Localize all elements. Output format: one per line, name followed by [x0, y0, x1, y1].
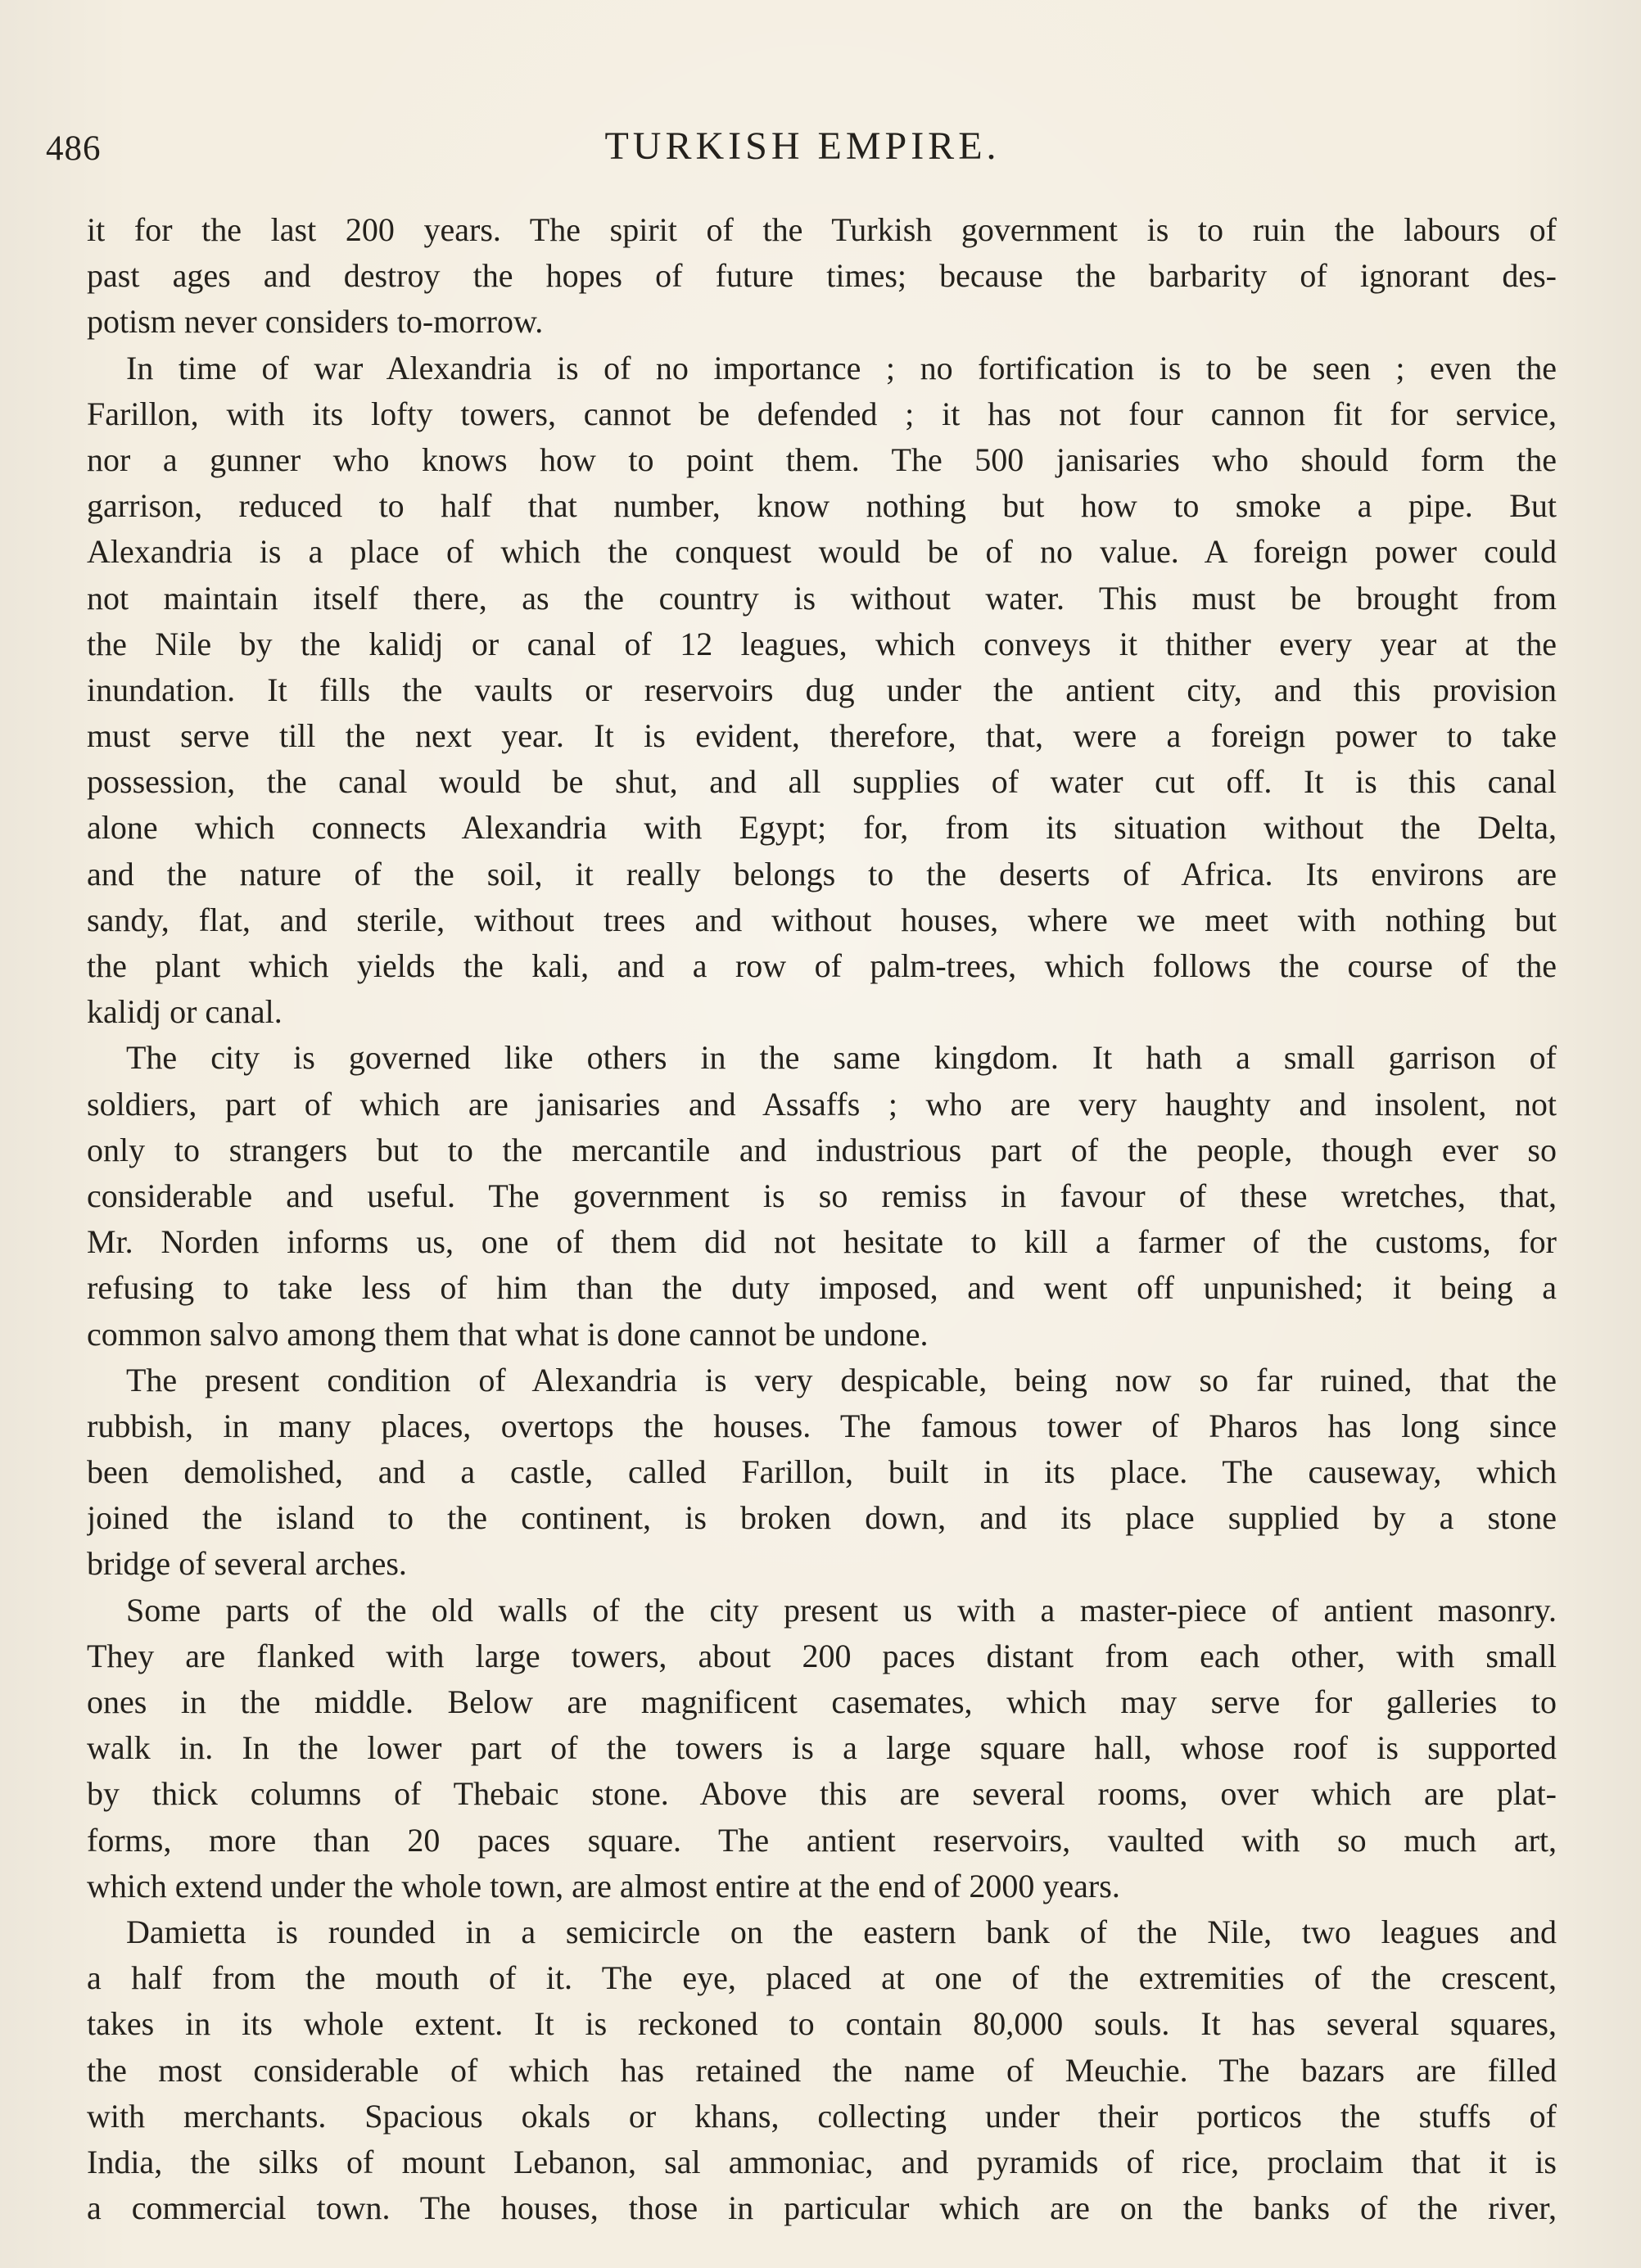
text-line: ones in the middle. Below are magnificent casemates, which may serve for galleries to	[87, 1683, 1557, 1720]
text-line: the most considerable of which has retained the name of Meuchie. The bazars are filled	[87, 2051, 1557, 2089]
text-line: joined the island to the continent, is broken down, and its place supplied by a stone	[87, 1499, 1557, 1537]
body-text	[87, 207, 1557, 2231]
text-line: Mr. Norden informs us, one of them did not hesitate to kill a farmer of the customs, for	[87, 1223, 1557, 1261]
text-line: takes in its whole extent. It is reckoned to contain 80,000 souls. It has several squares,	[87, 2005, 1557, 2043]
text-line: The present condition of Alexandria is very despicable, being now so far ruined, that the	[126, 1361, 1557, 1398]
text-line: past ages and destroy the hopes of future times; because the barbarity of ignorant des-	[87, 257, 1557, 295]
text-line: potism never considers to-morrow.	[87, 303, 544, 341]
text-line: nor a gunner who knows how to point them. The 500 janisaries who should form the	[87, 440, 1557, 478]
text-line: only to strangers but to the mercantile and industrious part of the people, though ever so	[87, 1131, 1557, 1168]
text-line: common salvo among them that what is done cannot be undone.	[87, 1315, 929, 1353]
text-line: with merchants. Spacious okals or khans, collecting under their porticos the stuffs of	[87, 2097, 1557, 2135]
text-line: India, the silks of mount Lebanon, sal ammoniac, and pyramids of rice, proclaim that it is	[87, 2143, 1557, 2180]
text-line: possession, the canal would be shut, and all supplies of water cut off. It is this canal	[87, 763, 1557, 801]
text-line: must serve till the next year. It is evident, therefore, that, were a foreign power to take	[87, 717, 1557, 755]
text-line: bridge of several arches.	[87, 1545, 407, 1583]
text-line: walk in. In the lower part of the towers is a large square hall, whose roof is supported	[87, 1729, 1557, 1767]
text-line: They are flanked with large towers, about 200 paces distant from each other, with small	[87, 1637, 1557, 1674]
text-line: not maintain itself there, as the country is without water. This must be brought from	[87, 579, 1557, 617]
text-line: a commercial town. The houses, those in particular which are on the banks of the river,	[87, 2189, 1557, 2227]
text-line: been demolished, and a castle, called Farillon, built in its place. The causeway, which	[87, 1453, 1557, 1491]
running-head: TURKISH EMPIRE.	[604, 124, 1001, 168]
text-line: Farillon, with its lofty towers, cannot be defended ; it has not four cannon fit for service,	[87, 395, 1557, 432]
text-line: The city is governed like others in the same kingdom. It hath a small garrison of	[126, 1039, 1557, 1077]
text-line: which extend under the whole town, are almost entire at the end of 2000 years.	[87, 1867, 1120, 1904]
text-line: alone which connects Alexandria with Egypt; for, from its situation without the Delta,	[87, 809, 1557, 847]
text-line: garrison, reduced to half that number, know nothing but how to smoke a pipe. But	[87, 487, 1557, 525]
text-line: by thick columns of Thebaic stone. Above this are several rooms, over which are plat-	[87, 1775, 1557, 1813]
text-line: a half from the mouth of it. The eye, placed at one of the extremities of the crescent,	[87, 1959, 1557, 1997]
text-line: the plant which yields the kali, and a row of palm-trees, which follows the course of the	[87, 947, 1557, 984]
text-line: soldiers, part of which are janisaries and Assaffs ; who are very haughty and insolent, not	[87, 1085, 1557, 1123]
text-line: forms, more than 20 paces square. The antient reservoirs, vaulted with so much art,	[87, 1821, 1557, 1859]
text-line: sandy, flat, and sterile, without trees and without houses, where we meet with nothing but	[87, 901, 1557, 938]
text-line: and the nature of the soil, it really belongs to the deserts of Africa. Its environs are	[87, 855, 1557, 892]
text-line: Some parts of the old walls of the city present us with a master-piece of antient masonry.	[126, 1591, 1557, 1629]
text-line: Damietta is rounded in a semicircle on the eastern bank of the Nile, two leagues and	[126, 1913, 1557, 1950]
text-line: it for the last 200 years. The spirit of the Turkish government is to ruin the labours of	[87, 211, 1557, 248]
text-line: inundation. It fills the vaults or reservoirs dug under the antient city, and this provision	[87, 671, 1557, 708]
text-line: the Nile by the kalidj or canal of 12 leagues, which conveys it thither every year at the	[87, 625, 1557, 662]
page-number: 486	[46, 129, 102, 168]
text-line: Alexandria is a place of which the conquest would be of no value. A foreign power could	[87, 533, 1557, 571]
text-line: refusing to take less of him than the duty imposed, and went off unpunished; it being a	[87, 1269, 1557, 1307]
text-line: kalidj or canal.	[87, 993, 283, 1031]
text-line: In time of war Alexandria is of no importance ; no fortification is to be seen ; even the	[126, 349, 1557, 386]
text-line: rubbish, in many places, overtops the houses. The famous tower of Pharos has long since	[87, 1407, 1557, 1444]
text-line: considerable and useful. The government is so remiss in favour of these wretches, that,	[87, 1177, 1557, 1214]
